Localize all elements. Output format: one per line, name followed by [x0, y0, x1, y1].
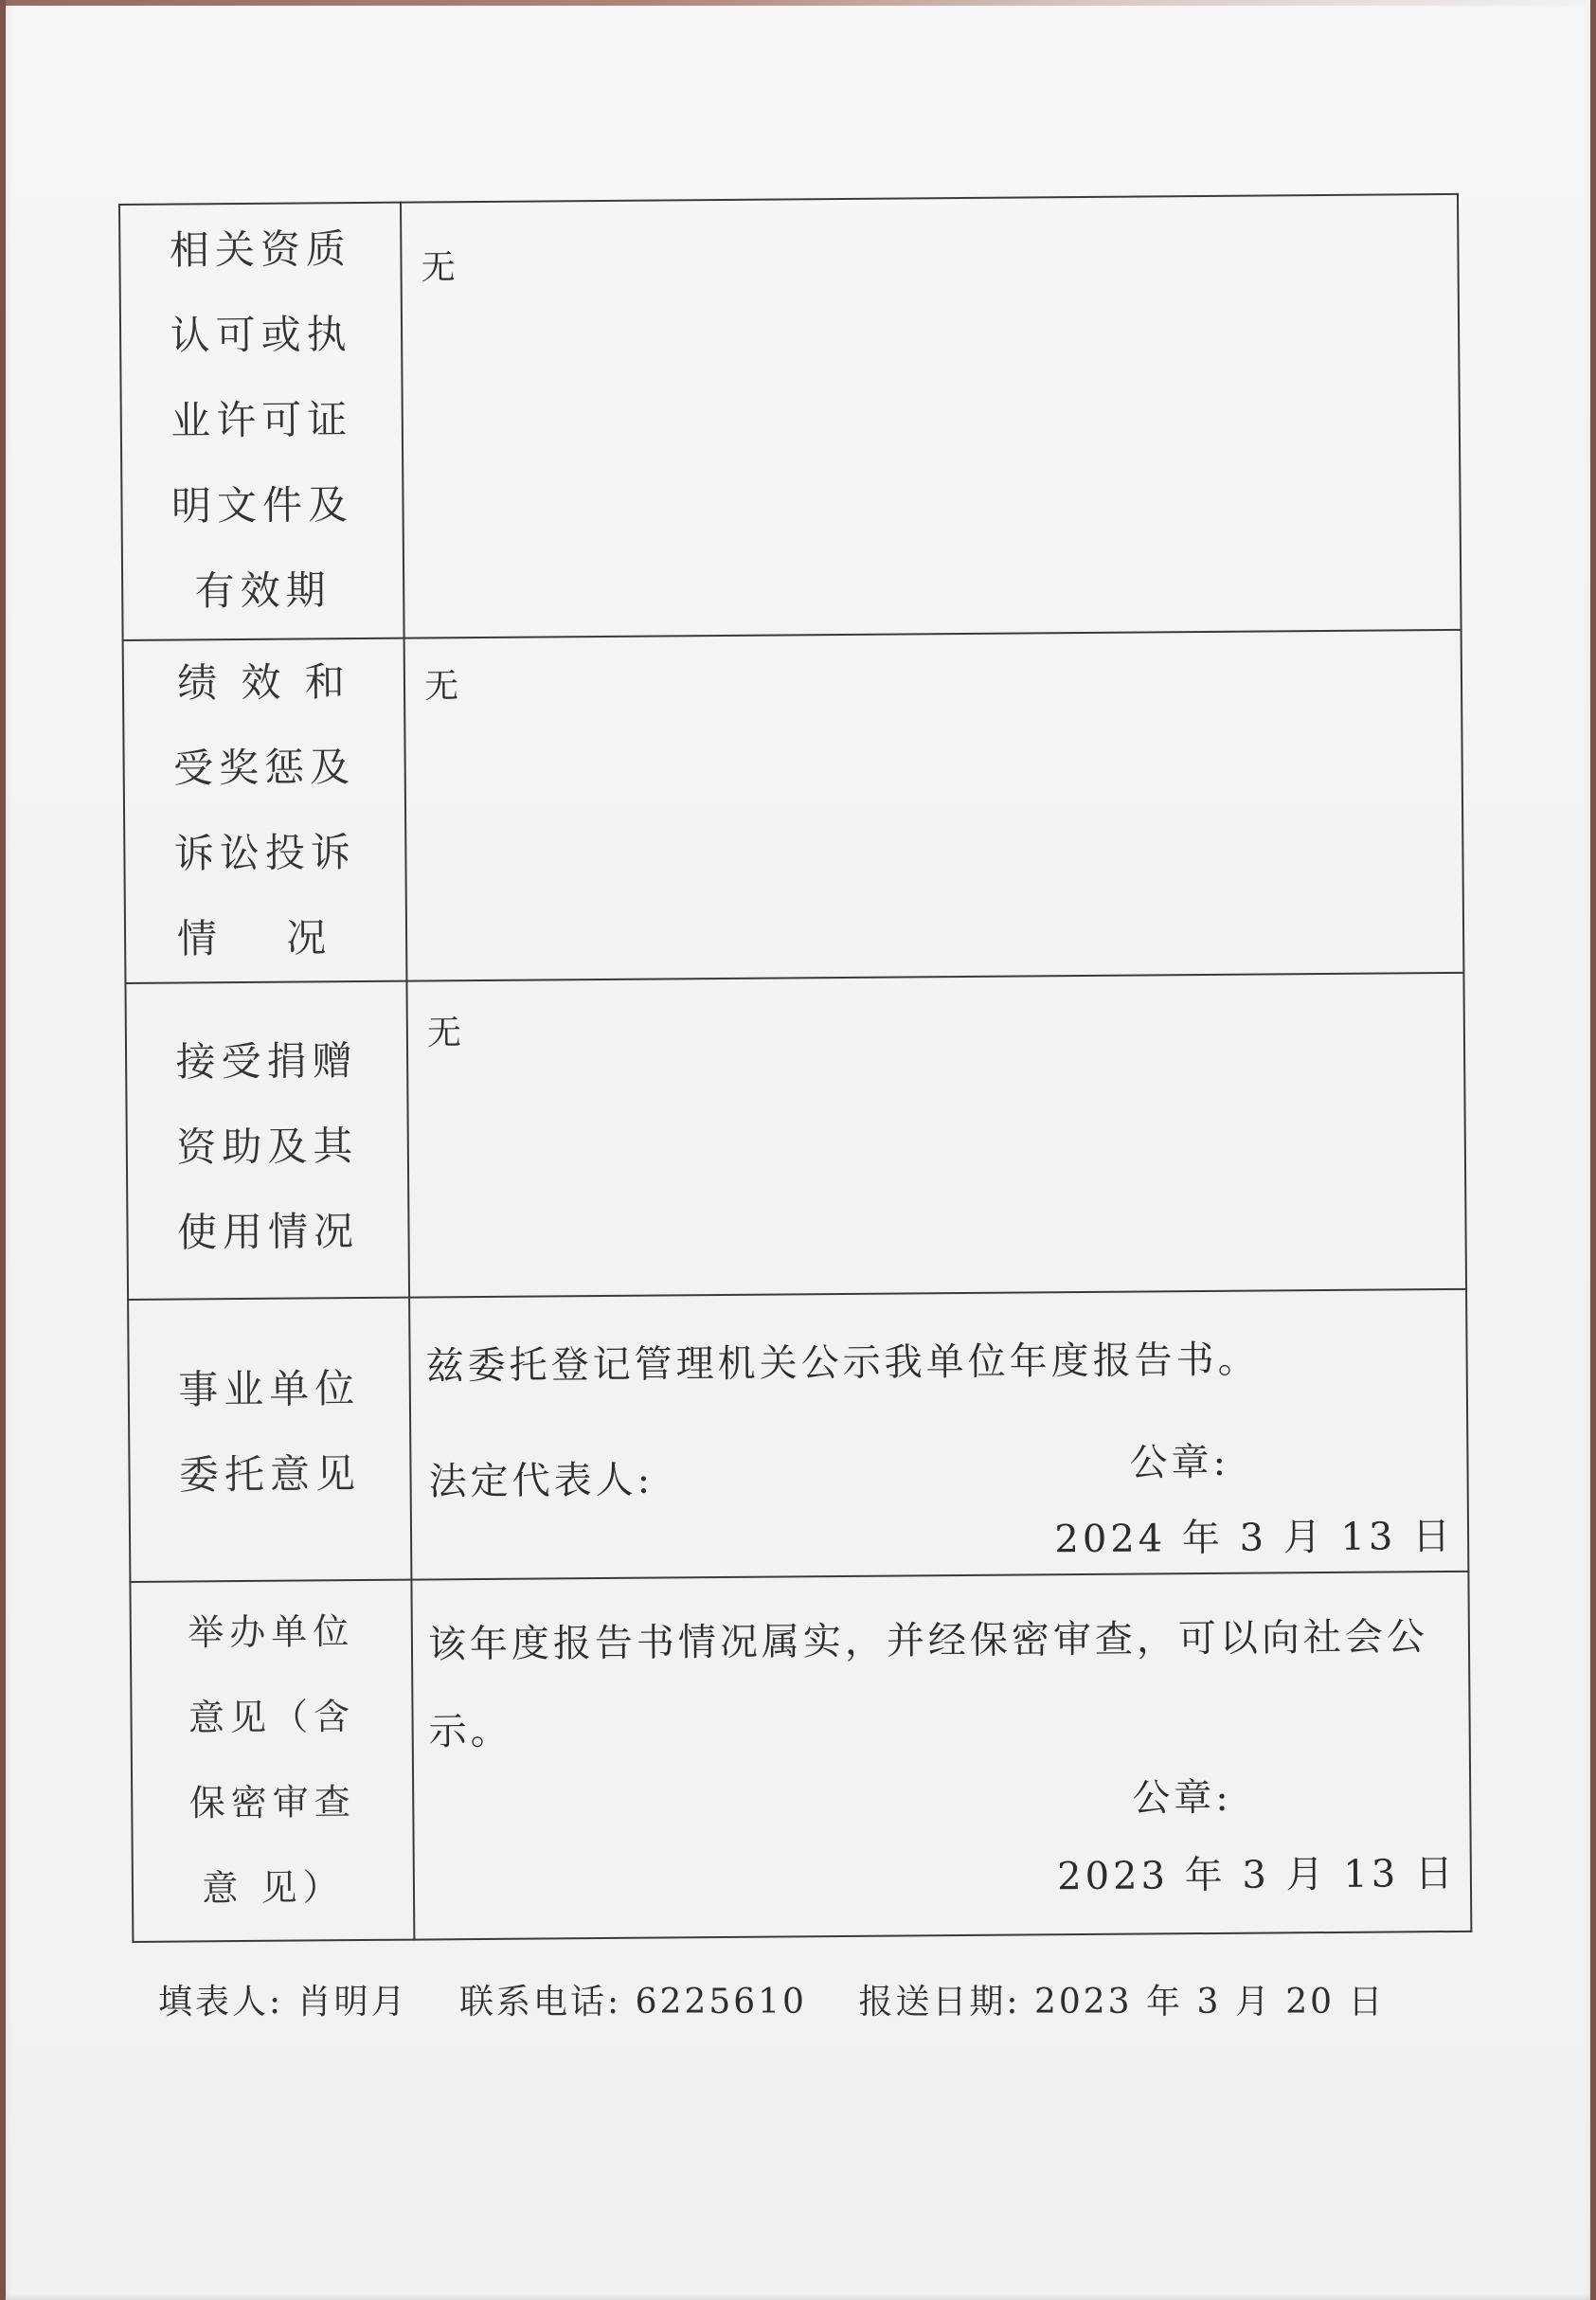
- page-edge-top: [0, 0, 1596, 6]
- entrustment-content: [410, 1290, 1467, 1579]
- table-row-sponsor-opinion: [130, 1572, 1471, 1942]
- row-label-donations: [126, 982, 407, 1276]
- report-form-table: [118, 193, 1472, 1943]
- row-label-cell: [123, 638, 407, 983]
- filler-field: 填表人: 肖明月: [158, 1983, 408, 2021]
- sponsor-opinion-date: 2023 年 3 月 13 日: [1057, 1851, 1458, 1899]
- page-edge-right: [1590, 0, 1596, 2300]
- label-line: 明文件及: [170, 481, 354, 530]
- entrustment-statement: 兹委托登记管理机关公示我单位年度报告书。: [425, 1338, 1260, 1389]
- report-date-field: 报送日期: 2023 年 3 月 20 日: [858, 1983, 1386, 2021]
- label-line: 举办单位: [188, 1610, 355, 1654]
- form-footer: [158, 1975, 1424, 2023]
- label-line: 委托意见: [178, 1450, 362, 1499]
- phone-field: 联系电话: 6225610: [459, 1983, 807, 2021]
- table-row-donations: [125, 973, 1466, 1300]
- row-label-performance: [124, 639, 406, 982]
- label-line: 意见（含: [188, 1696, 356, 1739]
- label-line: 意 见）: [202, 1866, 345, 1910]
- row-label-cell: [125, 981, 409, 1300]
- table-row-entrustment: [128, 1289, 1468, 1582]
- label-line: 有效期: [194, 566, 332, 615]
- seal-label: 公章:: [1129, 1440, 1230, 1485]
- label-line: 绩 效 和: [176, 658, 351, 707]
- sponsor-opinion-statement: 该年度报告书情况属实，并经保密审查，可以向社会公示。: [427, 1615, 1429, 1754]
- row-value-donations: 无: [426, 1014, 465, 1053]
- label-line: 资助及其: [176, 1123, 359, 1171]
- label-line: 相关资质: [169, 225, 352, 274]
- legal-representative-label: 法定代表人:: [428, 1458, 655, 1504]
- label-line: 认可或执: [170, 311, 352, 359]
- row-label-cell: [119, 203, 404, 640]
- row-content-cell: [404, 630, 1464, 981]
- row-label-qualifications: [120, 204, 403, 635]
- label-line: 事业单位: [178, 1365, 361, 1413]
- label-line: 保密审查: [188, 1781, 356, 1824]
- row-content-cell: [406, 973, 1466, 1298]
- row-content-cell: [411, 1572, 1471, 1940]
- sponsor-opinion-content: [412, 1572, 1470, 1939]
- row-label-cell: [128, 1298, 411, 1582]
- label-line: 诉讼投诉: [173, 829, 357, 877]
- table-row-qualifications: [119, 194, 1462, 640]
- row-label-entrustment: [129, 1299, 410, 1518]
- row-label-sponsor-opinion: [131, 1581, 413, 1932]
- label-line: 业许可证: [170, 396, 353, 444]
- page-edge-left: [0, 0, 6, 2300]
- seal-label: 公章:: [1132, 1775, 1232, 1821]
- row-value-performance: 无: [423, 667, 462, 707]
- row-content-cell: [401, 194, 1462, 638]
- label-line: 情 况: [176, 914, 355, 962]
- row-content-cell: [409, 1289, 1468, 1580]
- label-line: 接受捐赠: [175, 1037, 358, 1086]
- row-value-qualifications: 无: [421, 248, 458, 288]
- label-line: 受奖惩及: [172, 744, 356, 792]
- entrustment-date: 2024 年 3 月 13 日: [1054, 1514, 1455, 1562]
- row-label-cell: [130, 1580, 414, 1942]
- table-row-performance: [123, 630, 1464, 983]
- label-line: 使用情况: [176, 1208, 360, 1256]
